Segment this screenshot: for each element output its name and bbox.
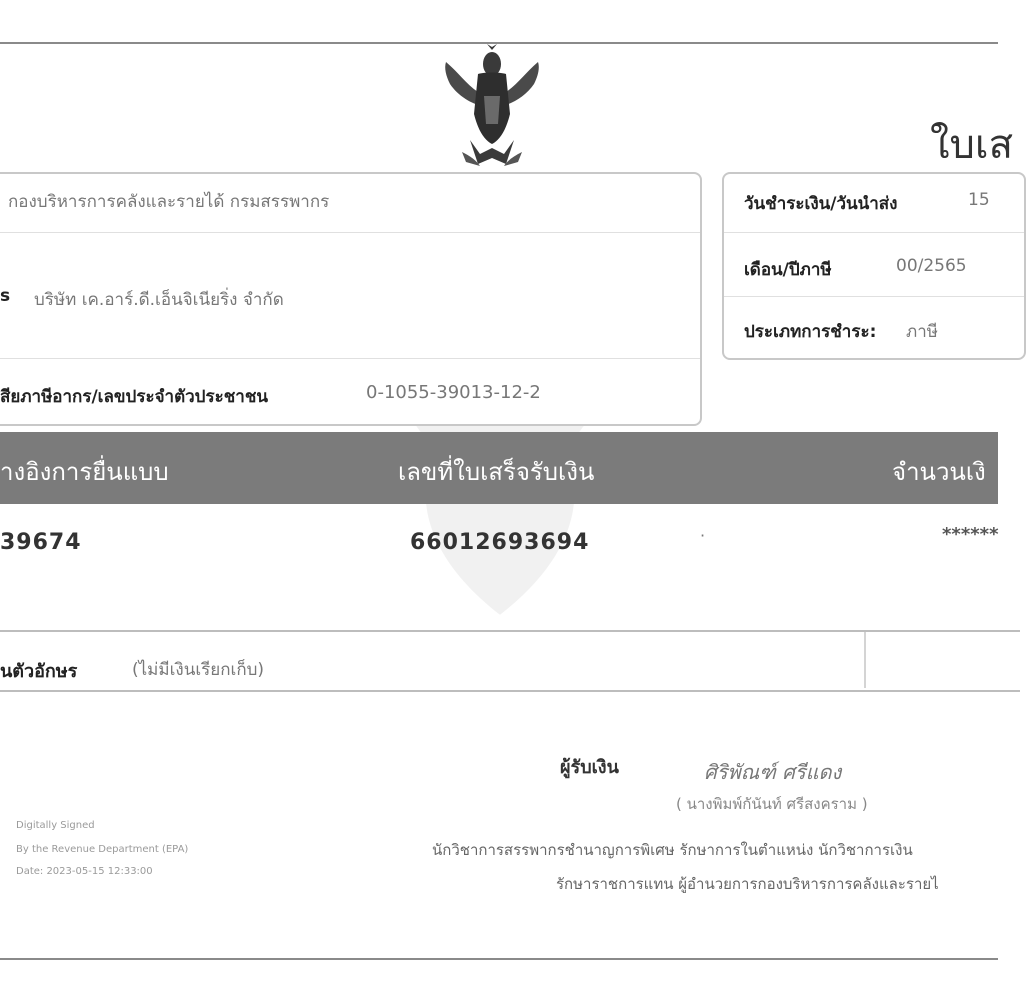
payment-type-value: ภาษี: [906, 322, 938, 342]
column-receipt-number: เลขที่ใบเสร็จรับเงิน: [398, 458, 595, 486]
amount-value: ******: [942, 524, 999, 545]
garuda-emblem-icon: [440, 44, 544, 168]
payment-date-value: 15: [968, 190, 990, 210]
digital-signature-line1: Digitally Signed: [16, 820, 95, 831]
payment-type-label: ประเภทการชำระ:: [744, 322, 877, 342]
taxid-value: 0-1055-39013-12-2: [366, 382, 541, 403]
tax-period-label: เดือน/ปีภาษี: [744, 260, 832, 280]
digital-signature-line3: Date: 2023-05-15 12:33:00: [16, 866, 153, 877]
payee-name-label: s: [0, 286, 11, 306]
amount-words-value: (ไม่มีเงินเรียกเก็บ): [132, 660, 265, 680]
tax-period-value: 00/2565: [896, 256, 967, 276]
amount-words-label: นตัวอักษร: [0, 661, 78, 682]
digital-signature-line2: By the Revenue Department (EPA): [16, 844, 189, 855]
signer-position-line2: รักษาราชการแทน ผู้อำนวยการกองบริหารการคลังและรายไ: [556, 875, 939, 893]
receiver-label: ผู้รับเงิน: [560, 757, 619, 778]
bottom-border: [0, 958, 998, 960]
payee-name-value: บริษัท เค.อาร์.ดี.เอ็นจิเนียริ่ง จำกัด: [34, 290, 284, 310]
payment-date-label: วันชำระเงิน/วันนำส่ง: [744, 194, 898, 214]
office-name: กองบริหารการคลังและรายได้ กรมสรรพากร: [8, 192, 330, 212]
reference-value: 39674: [0, 530, 82, 555]
taxid-label: สียภาษีอากร/เลขประจำตัวประชาชน: [0, 387, 268, 407]
receipt-number-value: 66012693694: [410, 530, 590, 555]
handwritten-signature: ศิริพัณฑ์ ศรีแดง: [704, 760, 842, 784]
amount-words-divider: [864, 632, 866, 688]
document-title: ใบเส: [930, 122, 1014, 168]
column-amount: จำนวนเงิ: [892, 458, 986, 486]
column-reference: างอิงการยื่นแบบ: [0, 458, 169, 486]
row-dot: ·: [700, 526, 706, 545]
signer-name: ( นางพิมพ์กันันท์ ศรีสงคราม ): [676, 795, 868, 813]
signer-position-line1: นักวิชาการสรรพากรชำนาญการพิเศษ รักษาการในตำแหน่ง นักวิชาการเงิน: [432, 841, 913, 859]
